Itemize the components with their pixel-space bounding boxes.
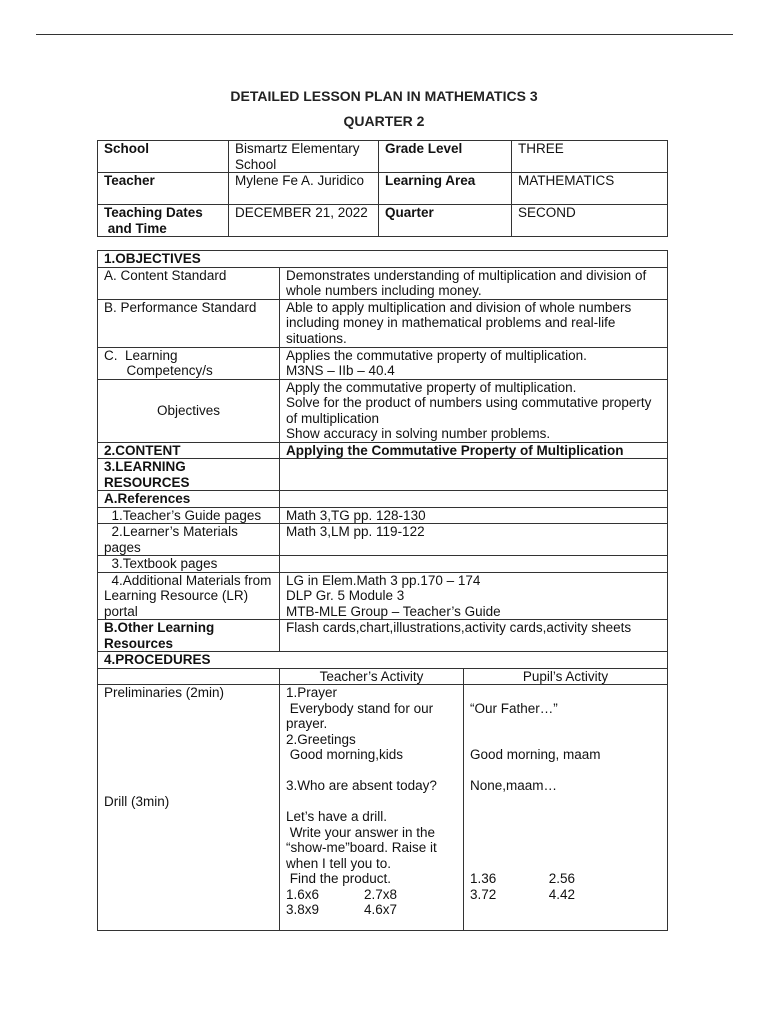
pupil-line — [470, 794, 661, 810]
competency-label-line: C. Learning — [104, 347, 178, 363]
other-resources-heading: B.Other Learning Resources — [98, 620, 280, 652]
pupil-line: None,maam… — [470, 778, 558, 793]
lm-label: 2.Learner’s Materials pages — [98, 524, 280, 556]
pupil-line — [470, 716, 661, 732]
teacher-line: Good morning,kids — [286, 747, 404, 762]
dates-label — [98, 205, 229, 237]
performance-standard-value: Able to apply multiplication and division of whole numbers including money in mathematical problems and real-life situations. — [280, 299, 668, 347]
pupil-line — [470, 840, 661, 856]
teacher-line: 3.8x9 4.6x7 — [286, 902, 398, 917]
performance-standard-label: B. Performance Standard — [98, 299, 280, 347]
competency-label — [98, 347, 280, 379]
header-rule — [36, 34, 733, 35]
grade-label: Grade Level — [379, 141, 512, 173]
document-title: DETAILED LESSON PLAN IN MATHEMATICS 3 — [230, 88, 538, 104]
competency-value — [280, 347, 668, 379]
pupil-activity-cell — [464, 685, 668, 931]
pupil-line — [470, 902, 661, 918]
pupil-line: 1.36 2.56 — [470, 871, 576, 886]
empty-cell — [98, 668, 280, 685]
teacher-line: Write your answer in the — [286, 824, 436, 840]
objective-item: Solve for the product of numbers using commutative property of multiplication — [286, 395, 652, 426]
dates-value: DECEMBER 21, 2022 — [229, 205, 379, 237]
tg-label: 1.Teacher’s Guide pages — [98, 507, 280, 524]
teacher-line: 1.Prayer — [286, 685, 338, 700]
procedures-heading: 4.PROCEDURES — [98, 652, 668, 669]
objectives-heading: 1.OBJECTIVES — [98, 251, 668, 268]
pupil-line — [470, 856, 661, 872]
teacher-activity-header: Teacher’s Activity — [280, 668, 464, 685]
procedure-stage-cell — [98, 685, 280, 931]
content-standard-label: A. Content Standard — [98, 267, 280, 299]
teacher-line: 3.Who are absent today? — [286, 778, 437, 793]
teacher-label: Teacher — [98, 173, 229, 205]
teacher-line: “show-me”board. Raise it — [286, 840, 437, 855]
competency-code: M3NS – IIb – 40.4 — [286, 363, 395, 378]
empty-cell — [280, 491, 668, 508]
teacher-line — [286, 763, 457, 779]
objectives-list — [280, 379, 668, 442]
tg-value: Math 3,TG pp. 128-130 — [280, 507, 668, 524]
teacher-value: Mylene Fe A. Juridico — [229, 173, 379, 205]
school-value: Bismartz Elementary School — [229, 141, 379, 173]
teacher-line: when I tell you to. — [286, 855, 392, 871]
school-label: School — [98, 141, 229, 173]
pupil-activity-header: Pupil’s Activity — [464, 668, 668, 685]
content-heading: 2.CONTENT — [98, 442, 280, 459]
info-table — [97, 140, 668, 237]
objective-item: Show accuracy in solving number problems. — [286, 426, 551, 441]
empty-cell — [280, 459, 668, 491]
quarter-value: SECOND — [512, 205, 668, 237]
quarter-label: Quarter — [379, 205, 512, 237]
teacher-activity-cell — [280, 685, 464, 931]
plan-table — [97, 250, 668, 931]
document-subtitle: QUARTER 2 — [343, 113, 425, 129]
grade-value: THREE — [512, 141, 668, 173]
learning-resources-heading: 3.LEARNING RESOURCES — [98, 459, 280, 491]
other-resources-value: Flash cards,chart,illustrations,activity cards,activity sheets — [280, 620, 668, 652]
additional-label: 4.Additional Materials from Learning Resource (LR) portal — [98, 572, 280, 620]
additional-item: MTB-MLE Group – Teacher’s Guide — [286, 603, 501, 619]
pupil-line — [470, 685, 661, 701]
area-label: Learning Area — [379, 173, 512, 205]
teacher-line: 1.6x6 2.7x8 — [286, 886, 398, 902]
teacher-line: Everybody stand for our — [286, 700, 434, 716]
preliminaries-label: Preliminaries (2min) — [104, 685, 225, 700]
dates-label-line: Teaching Dates — [104, 205, 203, 220]
empty-cell — [280, 556, 668, 573]
teacher-line: Let’s have a drill. — [286, 809, 388, 824]
pupil-line: 3.72 4.42 — [470, 886, 576, 902]
teacher-line: Find the product. — [286, 871, 392, 886]
teacher-line: prayer. — [286, 716, 328, 731]
teacher-line — [286, 794, 457, 810]
teacher-line: 2.Greetings — [286, 731, 356, 747]
references-heading: A.References — [98, 491, 280, 508]
pupil-line: Good morning, maam — [470, 747, 601, 762]
objective-item: Apply the commutative property of multiplication. — [286, 379, 577, 395]
lm-value: Math 3,LM pp. 119-122 — [280, 524, 668, 556]
objectives-label: Objectives — [98, 379, 280, 442]
dates-label-line: and Time — [104, 220, 167, 236]
pupil-line — [470, 763, 661, 779]
drill-label: Drill (3min) — [104, 793, 170, 809]
pupil-line: “Our Father…” — [470, 700, 558, 716]
additional-item: LG in Elem.Math 3 pp.170 – 174 — [286, 572, 481, 588]
pupil-line — [470, 809, 661, 825]
pupil-line — [470, 732, 661, 748]
textbook-label: 3.Textbook pages — [98, 556, 280, 573]
pupil-line — [470, 825, 661, 841]
additional-list — [280, 572, 668, 620]
content-standard-value: Demonstrates understanding of multiplication and division of whole numbers including money. — [280, 267, 668, 299]
content-value: Applying the Commutative Property of Multiplication — [280, 442, 668, 459]
competency-line: Applies the commutative property of multiplication. — [286, 347, 587, 363]
area-value: MATHEMATICS — [512, 173, 668, 205]
competency-label-line: Competency/s — [104, 363, 213, 378]
additional-item: DLP Gr. 5 Module 3 — [286, 588, 405, 603]
